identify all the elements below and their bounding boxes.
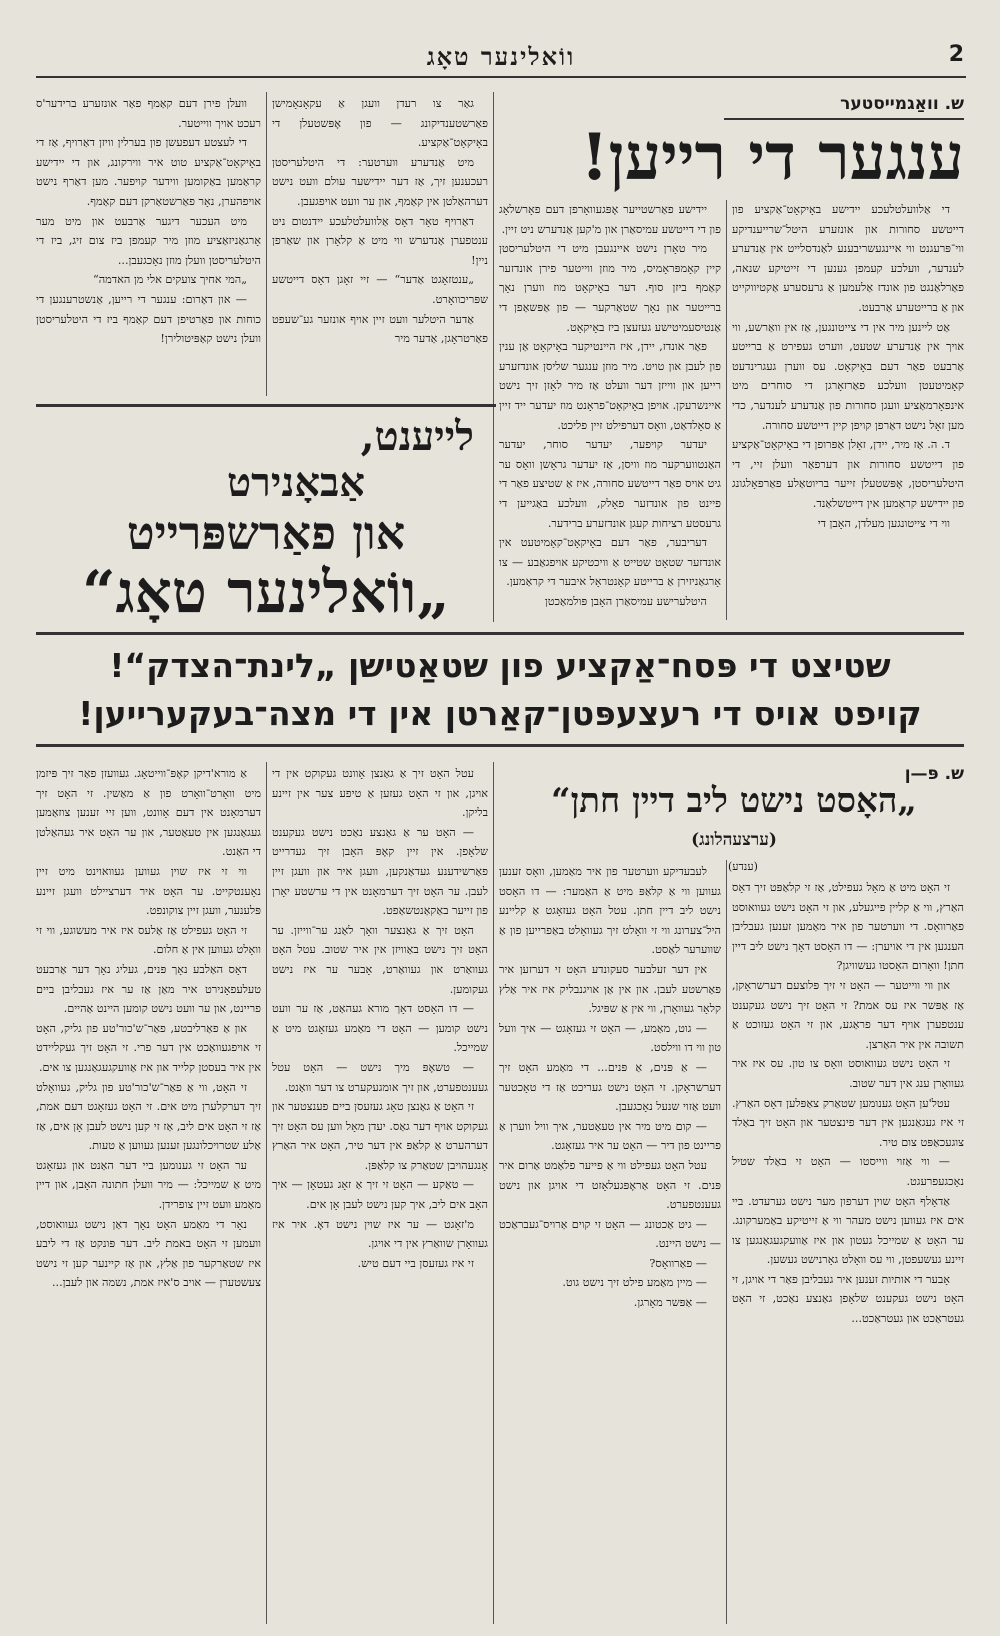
paragraph: זי האָט, ווי אַ פאַר־ש'כור'טע פון גליק, געוואָלט זיך דערקלערן מיט אים. זי האָט געזאָגט דעם אמת, אַז זי האָט אים ליב, אַז זי קען נישט לעבן אָן אים, אַז אַלע שטרויכלונגען זענען געווען אַ טעות.	[36, 1080, 261, 1153]
story-headline: „האָסט נישט ליב דיין חתן“	[551, 781, 917, 821]
paragraph: נאָר די מאַמע האָט נאָך דאַן נישט געוואוסט, וועמען זי האָט באמת ליב. דער פּונקט אַז די ליבע איז שטאַרקער פון אַלץ, און אַז קיינער קען זי נישט צעשטערן — אויב ס'איז אמת, נשמה און לעבן...	[36, 1217, 261, 1290]
paragraph: אַדאָלף האָט שוין דערפון מער נישט גערעדט. ביי אים איז געווען נישט מעהר ווי אַ זייטיקע באַמערקונג. ער האָט אַ שמייכל געטון און איז אַוועקגעגאַנגען צו זיינע געשעפטן, ווי עס וואָלט גאָרנישט געשען.	[732, 1194, 964, 1267]
banner-rule-bottom	[36, 744, 964, 747]
paragraph: זי איז געזעסן ביי דעם טיש.	[357, 1256, 474, 1270]
paragraph: — אַפּשר מאָרגן.	[633, 1296, 707, 1310]
paragraph: ד. ה. אַז מיר, יידן, זאָלן אַפּרופן די באָיקאָט־אַקציע פון דייטשע סחורות און דערפאַר וועלן זיי, די היטלעריסטן, אָפּשטעלן זייער בריוטאַלע פאַרפאָלגונג פון יידישע קראַמען אין דייטשלאַנד.	[732, 438, 964, 510]
paragraph: ער האָט זי גענומען ביי דער האַנט און געזאָגט מיט אַ שמייכל: — מיר וועלן חתונה האָבן, און דיין מאַמע וועט זיין צופרידן.	[36, 1158, 261, 1212]
paragraph: די לעצטע דעפעשן פון בערלין וויזן דאַרויף, אַז די באָיקאָט־אַקציע טוט איר ווירקונג, און די יידישע קראַמען באַקומען ווידער קויפער. מען דאַרף נישט אויפהערן, נאָר פאַרשטאַרקן דעם קאַמף.	[36, 136, 261, 208]
paragraph: אַדער היטלער וועט זיין אויף אונזער גע־שעפט פאַרטראָגן, אַדער מיר	[272, 312, 488, 346]
paragraph: — אַ פּנים, אַ פּנים... די מאַמע האָט זיך דערשראָקן. זי האָט נישט געריכט אַז די טאָכטער וועט אַזוי שנעל נאָכגעבן.	[499, 1060, 721, 1114]
paragraph: — קום מיט מיר אין טעאַטער, איך וויל ווערן אַ פריינט פון דיר — האָט ער איר געזאָגט.	[499, 1119, 721, 1153]
paragraph: פאַר אונדז, יידן, איז היינטיקער באָיקאָט אַן ענין פון לעבן און טויט. מיר מוזן ענגער שליסן אונדזערע רייען און ווייזן דער וועלט אַז מיר לאָזן זיך נישט איינשרעקן. אויפן באָיקאָט־פראָנט מוז יעדער ייד זיין אַ סאָלדאַט, וואָס דערפילט זיין פליכט.	[499, 340, 721, 432]
paragraph: — און דאַרום: ענגער די רייען, אַנשטרענגען די כוחות און פאַרטיפן דעם קאַמף ביז די היטלעריסטן וועלן נישט קאַפּיטולירן!	[36, 292, 261, 346]
paragraph: זי האָט געפילט אַז אַלעס איז איר מעשוגע, ווי זי וואָלט געווען אין אַ חלום.	[36, 923, 261, 957]
paragraph: — האָט ער אַ גאַנצע נאַכט נישט געקענט שלאָפן. אין זיין קאָפּ האָבן זיך געדרייט פאַרשידענע געדאַנקען, וועגן איר און וועגן זיין לעבן. ער האָט זיך דערמאָנט אין די ערשטע יאָרן פון זייער באַקאַנטשאַפט.	[272, 825, 488, 918]
story-byline: ש. פּ—ן	[904, 764, 964, 784]
paragraph: אין דער זעלבער סעקונדע האָט זי דערזען איר פאַרשטע לעבן. און אין אַן אויגנבליק איז איר אַלץ קלאָר געוואָרן, ווי אין אַ שפּיגל.	[499, 962, 721, 1016]
promo-line-read: לייענט,	[360, 413, 474, 460]
article1-column-mid	[499, 200, 721, 622]
column-divider	[266, 762, 267, 1624]
story-column-left	[272, 764, 488, 1626]
paragraph: מיט העכער דיגער אַרבעט און מיט מער אָרגאַניזאַציע מוזן מיר קעמפן ביז צום זיג, ביז די היטלעריסטן וועלן מוזן נאָכגעבן...	[36, 214, 261, 267]
paragraph: יידישע פאַרשטייער אָפּגעוואָרפן דעם פאָרשלאָג פון די דייטשע עמיסאַרן און מ'קען אַנדערש ניט זיין.	[499, 203, 721, 236]
page-number: 2	[948, 42, 964, 67]
banner-rule-top	[36, 632, 964, 635]
article1-headline: ענגער די רייען!	[580, 120, 964, 195]
paragraph: — דו האָסט דאָך מורא געהאַט, אַז ער וועט נישט קומען — האָט די מאַמע געזאָגט מיט אַ שמייכל.	[272, 1002, 488, 1055]
promo-line-subscribe: אַבאָנירט	[227, 459, 365, 506]
story-column-right	[732, 878, 964, 1626]
paragraph: אַט ליינען מיר אין די צייטונגען, אַז אין וואַרשע, ווי אויך אין אַנדערע שטעט, ווערט געפירט אַ ברייטע אַרבעט פאַר דעם באָיקאָט. עס ווערן געגרינדעט קאָמיטעטן וועלכע פאַרזאָרגן די סוחרים מיט אינפאָרמאַציע וועגן סחורות פון אַנדערע לענדער, כדי מען זאָל נישט דאַרפן קויפן קיין דייטשע סחורה.	[732, 320, 964, 432]
article1-column-right	[732, 200, 964, 622]
story-ending-marker: (ענדע)	[728, 860, 758, 873]
column-divider	[726, 860, 727, 1624]
column-divider	[266, 92, 267, 396]
newspaper-title: ווֹאלינער טאָג	[426, 42, 576, 71]
paragraph: „המי אחיך צועקים אלי מן האדמה“	[93, 273, 247, 287]
paragraph: — ווי אַזוי ווייסטו — האָט זי באַלד שטיל נאָכגעפרעגט.	[732, 1155, 964, 1188]
paragraph: מיט אַנדערע ווערטער: די היטלעריסטן רעכענען זיך, אַז דער יידישער עולם וועט נישט דערהאַלטן אין קאַמף, און ער וועט אויפגעבן.	[272, 155, 488, 208]
paragraph: — מיין מאַמע פילט זיך נישט גוט.	[562, 1276, 707, 1290]
paragraph: יעדער קויפער, יעדער סוחר, יעדער האַנטווערקער מוז וויסן, אַז יעדער גראָשן וואָס ער גיט אויס פאַר דייטשע סחורה, איז אַ שטיצע פאַר די פיינט פון אונדזער פאָלק, וועלכע באַגייען די גרעסטע רציחות קעגן אונדזערע ברידער.	[499, 438, 721, 530]
article1-column-far-left	[36, 94, 261, 396]
banner-line-1: שטיצט די פּסח־אַקציע פון שטאַטישן „לינת־הצדק“!	[109, 646, 891, 685]
article1-column-left	[272, 94, 488, 396]
paragraph: ווי די צייטונגען מעלדן, האָבן די	[817, 516, 950, 530]
paragraph: — פאַרוואָס?	[649, 1256, 707, 1270]
column-divider	[726, 200, 727, 620]
paragraph: און אַ פאַרליבטע, פאַר־ש'כור'טע פון גליק, האָט זי אויפגעוואַכט אין דער פרי. זי האָט זיך געקליידט אין איר בעסטן קלייד און איז אַוועקגעגאַנגען צו אים.	[36, 1021, 261, 1074]
paragraph: „ענטזאָגט אַדער“ — זיי זאָגן דאָס דייטשע שפּריכוואָרט.	[272, 273, 488, 306]
paragraph: די אַלוועלטלעכע יידישע באָיקאָט־אַקציע פון דייטשע סחורות און אונזערע היטל־שרייענדיקע ווי־פּרעגנט ווי איינגעשריבענע לאַנדסלייט אין אַנדערע לענדער, וועלכע קעמפן גענען די זייטיקע שנאה, פאַרלאַנגט פון אונדז אַלעמען אַ גרעסערע אַקטיווקייט און אַ ברייטערע אַרבעט.	[732, 203, 964, 314]
paragraph: היטלערישע עמיסאַרן האָבן פּולמאַכטן	[544, 594, 707, 608]
paragraph: — טשאָפּ מיך נישט — האָט עטל געענטפערט, און זיך אומגעקערט צו דער וואַנט.	[272, 1060, 488, 1094]
promo-line-spread: און פאַרשפּרייט	[126, 506, 406, 560]
paragraph: מיר טאָרן נישט איינגעבן מיט די היטלעריסטן קיין קאָמפּראָמיס, מיר מוזן ווייטער פירן אונדזער קאַמף ביזן סוף. דער באָיקאָט מוז ווערן נאָך ברייטער און נאָך שטאַרקער — פון אַפּשאַפן די אַנטיסעמיטישע געזעצן ביז באָיקאָט.	[499, 242, 721, 334]
column-divider	[493, 762, 494, 1624]
paragraph: זי האָט מיט אַ מאָל געפילט, אַז זי קלאַפּט זיך דאָס האַרץ, ווי אַ קליין פייגעלע, און זי האָט נישט געוואוסט פאַרוואָס. די ווערטער פון איר מאַמען זענען געבליבן הענגען אין די אויערן: — דו האָסט דאָך נישט ליב דיין חתן! וואָרום האָסטו געשוויגן?	[732, 881, 964, 973]
paragraph: אָבער די אותיות זענען איר געבליבן פאַר די אויגן, זי האָט נישט געקענט שלאָפן גאַנצע נאַכט, זי האָט געטראַכט און געטראַכט...	[732, 1272, 964, 1326]
story-column-far-left	[36, 764, 261, 1626]
article1-byline: ש. וואַגמייסטער	[840, 94, 964, 114]
paragraph: עטל האָט זיך אַ גאַנצן אָוונט געקוקט אין די אויגן, און זי האָט געזען אַ טיפע צער אין זיינע בליקן.	[272, 767, 488, 820]
paragraph: עטל האָט געפילט ווי אַ פייער פלאַמט אַרום איר פּנים. זי האָט אַראָפּגעלאָזט די אויגן און נישט געענטפערט.	[499, 1158, 721, 1212]
story-column-mid	[499, 862, 721, 1626]
paragraph: ווי זי איז שוין געווען געוואוינט מיט זיין נאָענטקייט. ער האָט איר דערציילט וועגן זיינע פּלענער, וועגן זיין צוקונפט.	[36, 864, 261, 918]
paragraph: זי האָט נישט געוואוסט וואָס צו טון. עס איז איר געוואָרן ענג אין דער שטוב.	[732, 1057, 964, 1090]
paragraph: — טאַקע — האָט זי זיך אַ זאָג געטאָן — איך האָב אים ליב, איך קען נישט לעבן אָן אים.	[272, 1178, 488, 1212]
promo-line-title: „ווֹאלינער טאָג“	[82, 558, 450, 626]
paragraph: וועלן פירן דעם קאַמף פאַר אונזערע ברידער'ס רעכט אויך ווייטער.	[36, 97, 261, 130]
paragraph: עטל'ען האָט גענומען שטאַרק צאַפּלען דאָס האַרץ. זי איז געגאַנגען אין דער פינצטער און האָט זיך באַלד צוגעכאַפּט צום טיר.	[732, 1096, 964, 1149]
story-subtitle: (ערצעהלונג)	[691, 830, 777, 850]
paragraph: גאַר צו רעדן וועגן אַ עקאָנאָמישן פאַרשטענדיקונג — פון אָפּשטעלן די באָיקאָט־אַקציע.	[272, 97, 488, 150]
paragraph: — גיט אַכטונג — האָט זי קוים אַרויס־געבראַכט — נישט היינט.	[499, 1217, 721, 1251]
paragraph: דעריבער, פאַר דעם באָיקאָט־קאָמיטעט אין אונדזער שטאָט שטייט אַ וויכטיקע אויפגאַבע — צו אָרגאַניזירן אַ ברייטע קאָנטראָל איבער די קראַמען.	[499, 536, 721, 589]
paragraph: מ'זאָגט — ער איז שוין נישט דאָ. איר איז געוואָרן שוואַרץ אין די אויגן.	[272, 1217, 488, 1251]
paragraph: און ווי ווייטער — האָט זי זיך פּלוצעם דערשראָקן, אַז אַפּשר איז עס אמת? זי האָט זיך נישט געקענט ענטפערן אויף דער פראַגע, און זי האָט געזוכט אַ תשובה אין איר האַרצן.	[732, 978, 964, 1051]
paragraph: זי האָט אַ גאַנצן טאָג געזעסן ביים פענצטער און געקוקט אויף דער גאַס. יעדן מאָל ווען עס האָט זיך דערהערט אַ קלאַפּ אין דער טיר, האָט איר האַרץ אָנגעהויבן שטאַרק צו קלאַפּן.	[272, 1100, 488, 1172]
paragraph: — גוט, מאַמע, — האָט זי געזאָגט — איך וועל טון ווי דו ווילסט.	[499, 1021, 721, 1055]
paragraph: דאַרויף טאָר דאָס אַלוועלטלעכע יידנטום ניט ענטפערן אַנדערש ווי מיט אַ קלאָרן און שאַרפן ניין!	[272, 214, 488, 267]
page-header	[36, 40, 966, 78]
paragraph: אַ מורא'דיקן קאָפּ־ווייטאָג. געוועזן פאַר זיך פּיזמן מיט וואָרט־וואָרט פון אַ מאַשין. זי האָט זיך דערמאָנט אין דעם אָוונט, ווען זיי זענען צוזאַמען געגאַנגען אין טעאַטער, און ער האָט איר געהאַלטן די האַנט.	[36, 767, 261, 859]
paragraph: האָט זיך אַ גאַנצער וואָך לאַנג ער־ווייזן. ער האָט זיך נישט באַוויזן אין איר שטוב. עטל האָט געוואַרט און געוואַרט, אָבער ער איז נישט געקומען.	[272, 923, 488, 996]
banner-line-2: קויפט אויס די רעצעפּטן־קאַרטן אין די מצה־בעקערייען!	[78, 694, 922, 733]
paragraph: דאָס האַלבע נאָך פּנים, געליג נאָך דער אַרבעט טעלעפאָנירט איר מאַן אַז ער איז געבליבן ביים פריינט, און ער וועט נישט קומען היינט אַהיים.	[36, 962, 261, 1016]
promo-rule	[36, 404, 496, 407]
subscription-promo	[36, 414, 496, 624]
paragraph: לעבעדיקע ווערטער פון איר מאַמען, וואָס זענען געווען ווי אַ קלאַפּ מיט אַ האַמער: — דו האָסט נישט ליב דיין חתן. עטל האָט געזאָגט אַ קליינע היל־צערונג ווי זי וואָלט זיך געוואָלט באַפרייען פון אַ שווערער לאַסט.	[499, 865, 721, 957]
